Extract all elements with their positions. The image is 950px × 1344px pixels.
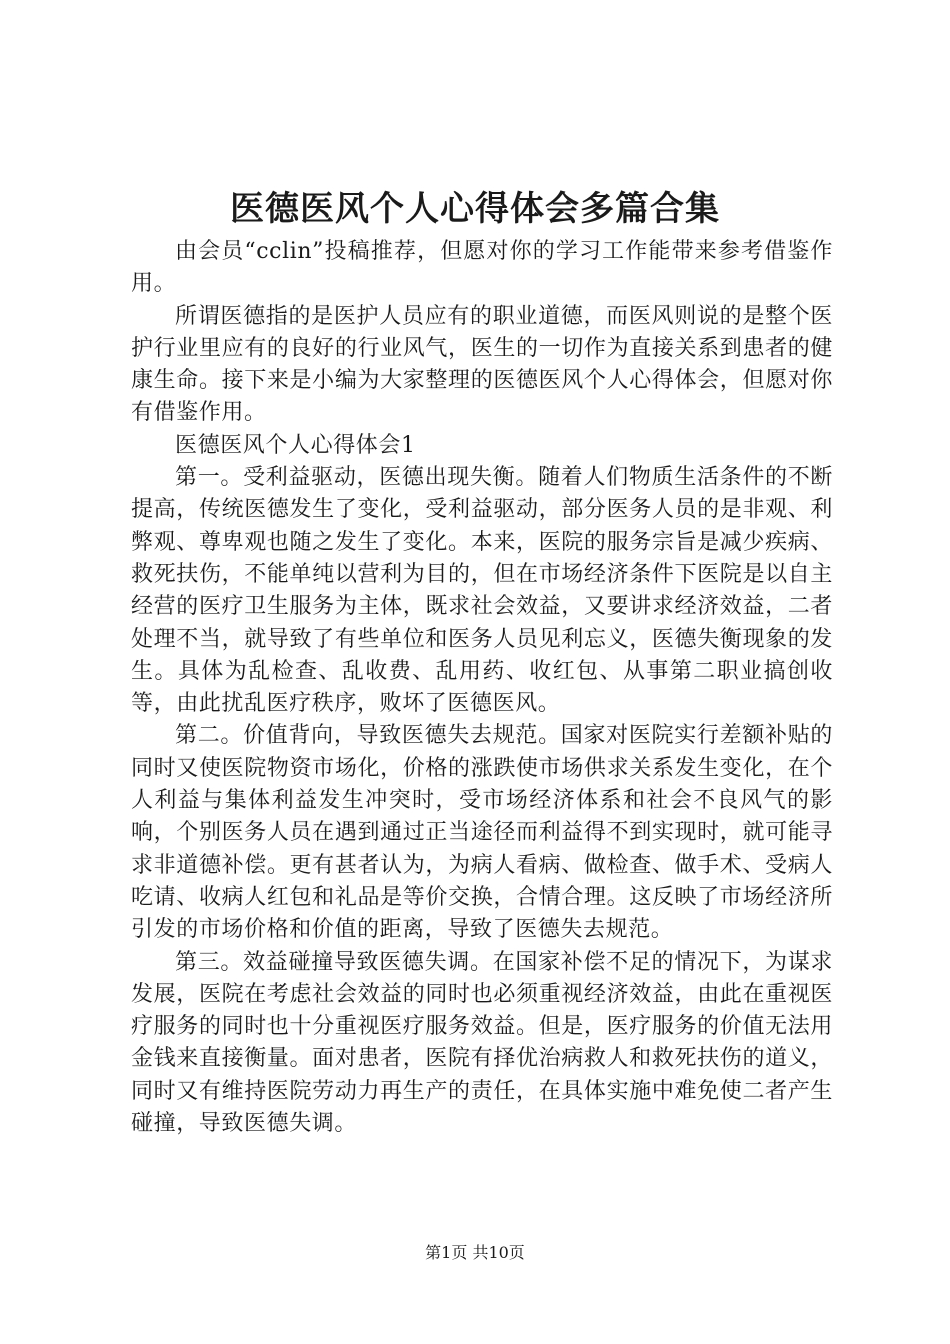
body-paragraph-2: 第二。价值背向，导致医德失去规范。国家对医院实行差额补贴的同时又使医院物资市场化，价格的涨跌使市场供求关系发生变化，在个人利益与集体利益发生冲突时，受市场经济体系和社会不良风气的影响，个别医务人员在遇到通过正当途径而利益得不到实现时，就可能寻求非道德补偿。更有甚者认为，为病人看病、做检查、做手术、受病人吃请、收病人红包和礼品是等价交换，合情合理。这反映了市场经济所引发的市场价格和价值的距离，导致了医德失去规范。 xyxy=(131,723,833,943)
document-title: 医德医风个人心得体会多篇合集 xyxy=(230,189,720,229)
body-paragraph-1: 第一。受利益驱动，医德出现失衡。随着人们物质生活条件的不断提高，传统医德发生了变化，受利益驱动，部分医务人员的是非观、利弊观、尊卑观也随之发生了变化。本来，医院的服务宗旨是减少疾病、救死扶伤，不能单纯以营利为目的，但在市场经济条件下医院是以自主经营的医疗卫生服务为主体，既求社会效益，又要讲求经济效益，二者处理不当，就导致了有些单位和医务人员见利忘义，医德失衡现象的发生。具体为乱检查、乱收费、乱用药、收红包、从事第二职业搞创收等，由此扰乱医疗秩序，败坏了医德医风。 xyxy=(131,465,833,717)
page-footer: 第1页 共10页 xyxy=(425,1243,525,1262)
document-body xyxy=(131,236,833,1140)
summary-paragraph: 所谓医德指的是医护人员应有的职业道德，而医风则说的是整个医护行业里应有的良好的行业风气，医生的一切作为直接关系到患者的健康生命。接下来是小编为大家整理的医德医风个人心得体会，但愿对你有借鉴作用。 xyxy=(131,303,833,426)
section-heading: 医德医风个人心得体会1 xyxy=(175,432,416,458)
intro-paragraph: 由会员“cclin”投稿推荐，但愿对你的学习工作能带来参考借鉴作用。 xyxy=(131,239,833,297)
body-paragraph-3: 第三。效益碰撞导致医德失调。在国家补偿不足的情况下，为谋求发展，医院在考虑社会效益的同时也必须重视经济效益，由此在重视医疗服务的同时也十分重视医疗服务效益。但是，医疗服务的价值无法用金钱来直接衡量。面对患者，医院有择优治病救人和救死扶伤的道义，同时又有维持医院劳动力再生产的责任，在具体实施中难免使二者产生碰撞，导致医德失调。 xyxy=(131,949,833,1137)
